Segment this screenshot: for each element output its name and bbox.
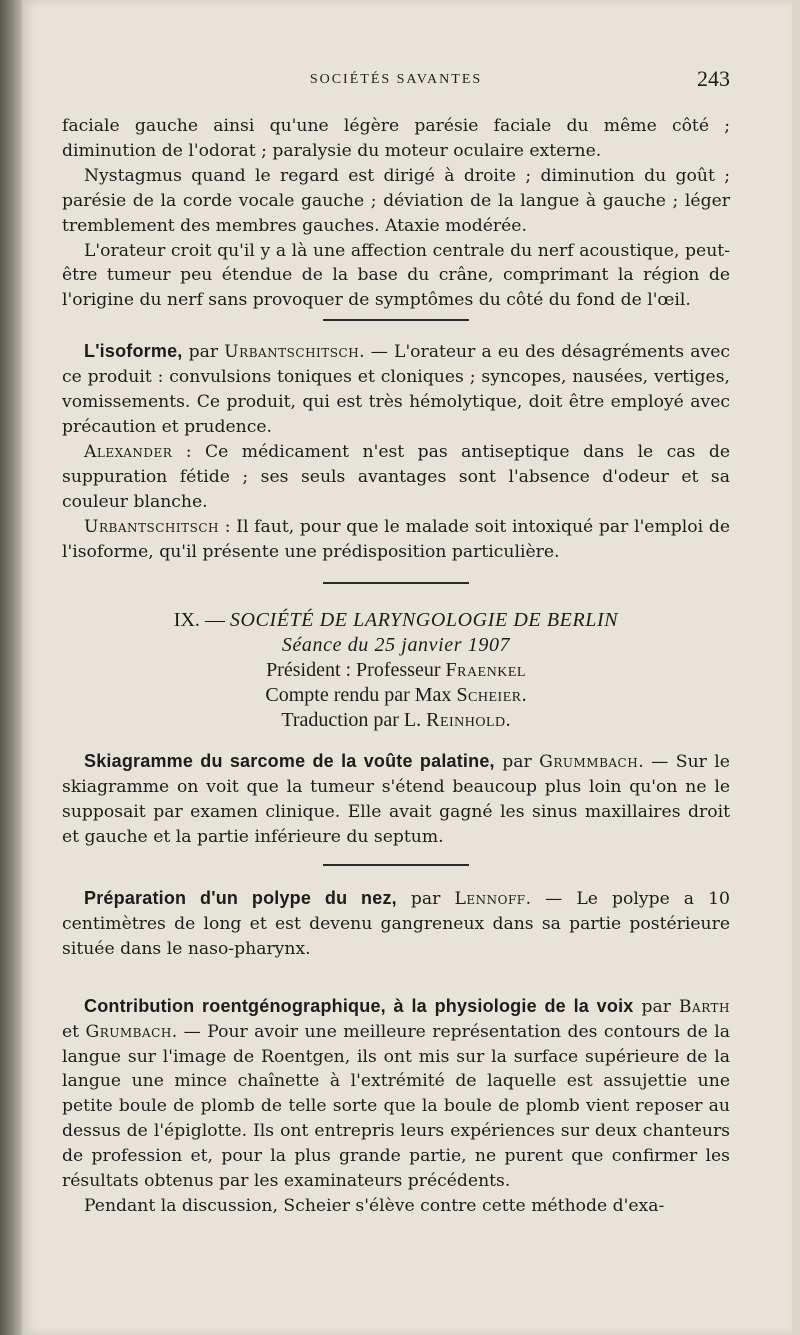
article-title-contribution: Contribution roentgénographique, à la physiologie de la voix xyxy=(84,995,634,1016)
article-title-polype: Préparation d'un polype du nez, xyxy=(84,888,397,909)
book-page xyxy=(22,0,792,1335)
book-spine xyxy=(0,0,22,1335)
running-title: SOCIÉTÉS SAVANTES xyxy=(309,72,483,87)
running-header xyxy=(62,66,730,106)
article-body: . — Sur le skiagramme on voit que la tumeur s'étend beaucoup plus loin qu'on ne le supposait par examen clinique. Elle avait gagné les sinus maxillaires droit et gauche et la partie inférieure du septum. xyxy=(62,752,730,848)
paragraph-alexander xyxy=(62,440,730,515)
paragraph-isoforme xyxy=(62,339,730,440)
author-name: Lennoff xyxy=(454,889,526,910)
paragraph-polype: Préparation d'un polype du nez, par Lennoff. — Le polype a 10 centimètres de long et est devenu gangreneux dans sa partie postérieure située dans le naso-pharynx. xyxy=(62,888,730,959)
section-title: SOCIÉTÉ DE LARYNGOLOGIE DE BERLIN xyxy=(229,609,619,632)
author-name: Grumbach xyxy=(85,1021,172,1042)
by-word: par xyxy=(182,342,225,363)
speaker-text: : Il faut, pour que le malade soit intoxiqué par l'emploi de l'isoforme, qu'il présente une prédisposition particulière. xyxy=(62,516,730,562)
section-rule xyxy=(323,582,469,584)
page-number: 243 xyxy=(697,66,730,91)
paragraph-discussion: Pendant la discussion, Scheier s'élève contre cette méthode d'exa- xyxy=(84,1196,665,1216)
paragraph-intro-2: Nystagmus quand le regard est dirigé à droite ; diminution du goût ; parésie de la corde vocale gauche ; déviation de la langue à gauche ; léger tremblement des membres gauches. Ataxie modérée. xyxy=(62,165,730,236)
section-rule xyxy=(323,319,469,321)
text-column xyxy=(62,0,730,1219)
section-heading xyxy=(62,608,730,733)
seance-date: Séance du 25 janvier 1907 xyxy=(281,634,511,657)
speaker-name: Alexander xyxy=(84,441,173,462)
author-name: Barth xyxy=(678,996,730,1017)
article-title-skiagramme: Skiagramme du sarcome de la voûte palatine, xyxy=(84,751,495,772)
article-body: . — L'orateur a eu des désagréments avec ce produit : convulsions toniques et cloniques ; syncopes, nausées, vertiges, vomissements. Ce produit, qui est très hémolytique, doit être employé avec précaution et prudence. xyxy=(62,342,730,437)
paragraph-urbantschitsch xyxy=(62,515,730,565)
article-body: . — Le polype a 10 centimètres de long et est devenu gangreneux dans sa partie postérieure située dans le naso-pharynx. xyxy=(62,889,730,959)
paragraph-skiagramme: Skiagramme du sarcome de la voûte palatine, par Grummbach. — Sur le skiagramme on voit que la tumeur s'étend beaucoup plus loin qu'on ne le supposait par examen clinique. Elle avait gagné les sinus maxillaires droit et gauche et la partie inférieure du septum. xyxy=(62,751,730,848)
speaker-text: : Ce médicament n'est pas antiseptique dans le cas de suppuration fétide ; ses seuls avantages sont l'absence d'odeur et sa couleur blanche. xyxy=(62,441,730,512)
article-body: . — Pour avoir une meilleure représentation des contours de la langue sur l'image de Roentgen, ils ont mis sur la surface supérieure de la langue une mince chaînette à l'extrémité de laquelle est assujettie une petite boule de plomb de telle sorte que la boule de plomb vient reposer au dessus de l'épiglotte. Ils ont entrepris leurs expériences sur deux chanteurs de profession et, pour la plus grande partie, ne purent que confirmer les résultats obtenus par les examinateurs précédents. xyxy=(62,1021,730,1192)
paragraph-contribution: Contribution roentgénographique, à la physiologie de la voix par Barth et Grumbach. — Pour avoir une meilleure représentation des contours de la langue sur l'image de Roentgen, ils ont mis sur la surface supérieure de la langue une mince chaînette à l'extrémité de laquelle est assujettie une petite boule de plomb de telle sorte que la boule de plomb vient reposer au dessus de l'épiglotte. Ils ont entrepris leurs expériences sur deux chanteurs de profession et, pour la plus grande partie, ne purent que confirmer les résultats obtenus par les examinateurs précédents. xyxy=(62,995,730,1192)
paragraph-intro-1: faciale gauche ainsi qu'une légère parésie faciale du même côté ; diminution de l'odorat ; paralysie du moteur oculaire externe. xyxy=(62,116,730,161)
author-name: Urbantschitsch xyxy=(224,342,360,363)
author-name: Grummbach xyxy=(539,752,639,773)
section-title-line xyxy=(62,608,730,633)
section-number: IX. — xyxy=(173,609,230,632)
translation-line: Traduction par L. Reinhold. xyxy=(281,709,511,732)
article-title-isoforme: L'isoforme, xyxy=(84,341,183,362)
paragraph-intro-3: L'orateur croit qu'il y a là une affection centrale du nerf acoustique, peut-être tumeur peu étendue de la base du crâne, comprimant la région de l'origine du nerf sans provoquer de symptômes du côté du fond de l'œil. xyxy=(62,240,730,311)
speaker-name: Urbantschitsch xyxy=(84,516,219,537)
section-rule xyxy=(323,864,469,866)
report-line: Compte rendu par Max Scheier. xyxy=(265,684,527,707)
president-line: Président : Professeur Fraenkel xyxy=(266,659,526,682)
